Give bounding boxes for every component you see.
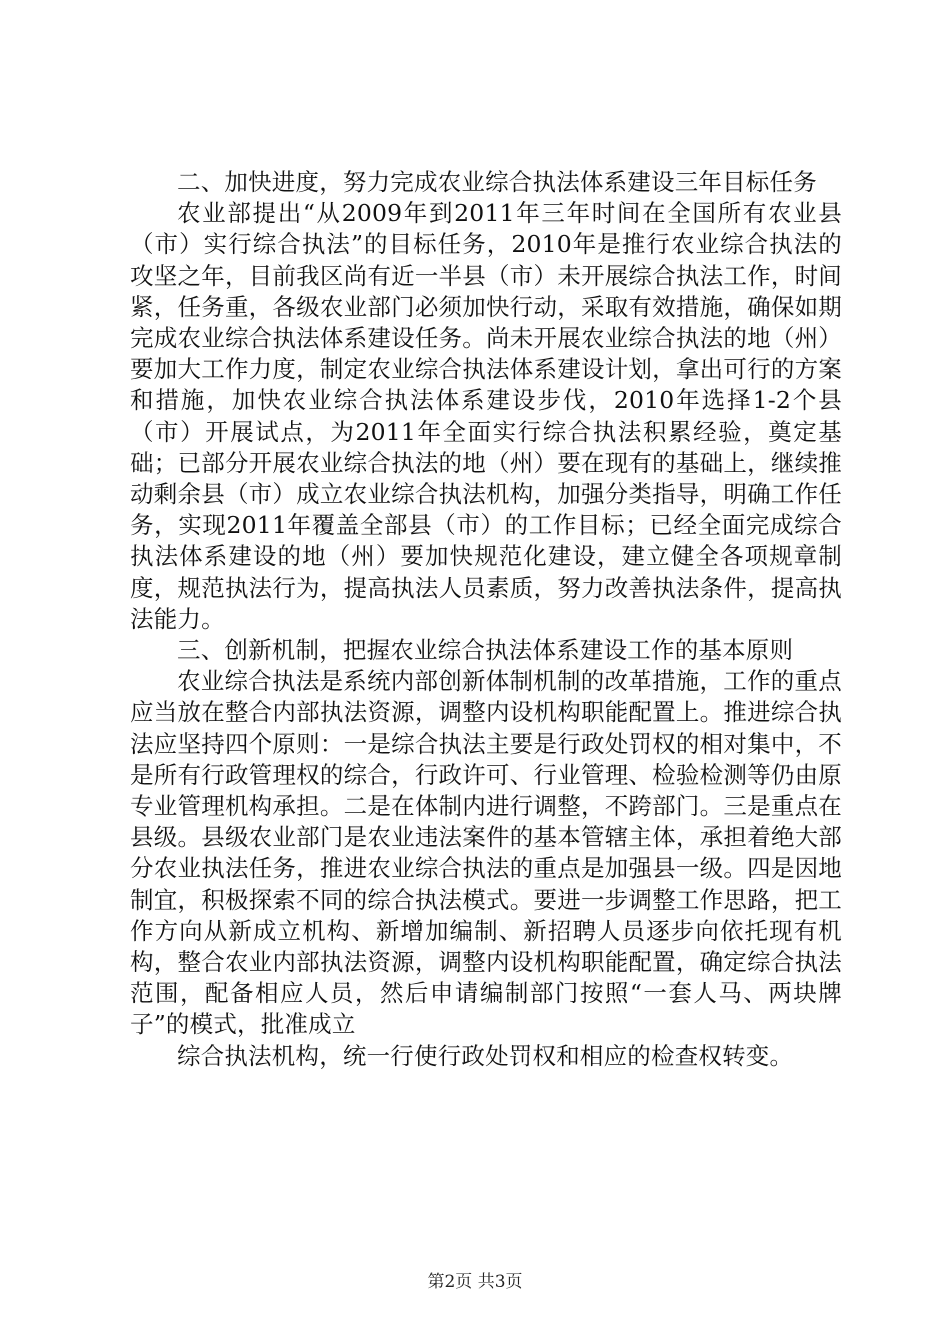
body-paragraph: 综合执法机构，统一行使行政处罚权和相应的检查权转变。 (177, 1041, 794, 1070)
document-body (130, 167, 842, 1072)
page-number-footer: 第2页 共3页 (427, 1272, 523, 1292)
body-paragraph: 农业部提出“从2009年到2011年三年时间在全国所有农业县（市）实行综合执法”的目标任务，2010年是推行农业综合执法的攻坚之年，目前我区尚有近一半县（市）未开展综合执法工作，时间紧，任务重，各级农业部门必须加快行动，采取有效措施，确保如期完成农业综合执法体系建设任务。尚未开展农业综合执法的地（州）要加大工作力度，制定农业综合执法体系建设计划，拿出可行的方案和措施，加快农业综合执法体系建设步伐，2010年选择1-2个县（市）开展试点，为2011年全面实行综合执法积累经验，奠定基础；已部分开展农业综合执法的地（州）要在现有的基础上，继续推动剩余县（市）成立农业综合执法机构，加强分类指导，明确工作任务，实现2011年覆盖全部县（市）的工作目标；已经全面完成综合执法体系建设的地（州）要加快规范化建设，建立健全各项规章制度，规范执法行为，提高执法人员素质，努力改善执法条件，提高执法能力。 (130, 199, 842, 633)
body-paragraph: 农业综合执法是系统内部创新体制机制的改革措施，工作的重点应当放在整合内部执法资源，调整内设机构职能配置上。推进综合执法应坚持四个原则：一是综合执法主要是行政处罚权的相对集中，不是所有行政管理权的综合，行政许可、行业管理、检验检测等仍由原专业管理机构承担。二是在体制内进行调整，不跨部门。三是重点在县级。县级农业部门是农业违法案件的基本管辖主体，承担着绝大部分农业执法任务，推进农业综合执法的重点是加强县一级。四是因地制宜，积极探索不同的综合执法模式。要进一步调整工作思路，把工作方向从新成立机构、新增加编制、新招聘人员逐步向依托现有机构，整合农业内部执法资源，调整内设机构职能配置，确定综合执法范围，配备相应人员，然后申请编制部门按照“一套人马、两块牌子”的模式，批准成立 (130, 667, 842, 1039)
section-heading-2: 二、加快进度，努力完成农业综合执法体系建设三年目标任务 (177, 168, 817, 196)
section-heading-3: 三、创新机制，把握农业综合执法体系建设工作的基本原则 (177, 636, 794, 665)
